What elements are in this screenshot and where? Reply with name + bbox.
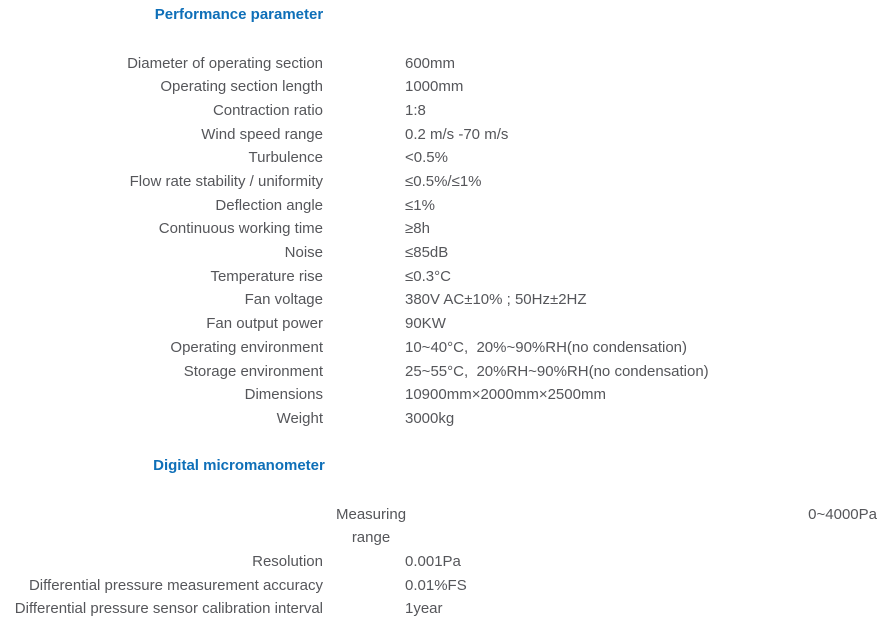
table-row (0, 574, 895, 598)
spec-label: Deflection angle (215, 196, 323, 214)
spec-value: 10~40°C, 20%~90%RH(no condensation) (405, 338, 688, 356)
spec-value: 600mm (405, 54, 456, 72)
spec-label: Diameter of operating section (127, 54, 323, 72)
table-row (0, 52, 895, 76)
spec-label: Flow rate stability / uniformity (129, 173, 323, 191)
spec-label: Storage environment (183, 362, 323, 380)
table-row (0, 336, 895, 360)
spec-value: <0.5% (405, 149, 448, 167)
spec-label: Weight (276, 409, 323, 427)
table-row (0, 194, 895, 218)
table-row (0, 170, 895, 194)
spec-value: 1year (405, 600, 443, 618)
section-title-performance-parameter: Performance parameter (154, 5, 324, 23)
spec-value: ≤0.5%/≤1% (405, 173, 482, 191)
spec-label: Continuous working time (158, 220, 323, 238)
table-row (0, 407, 895, 431)
spec-label: Dimensions (244, 386, 323, 404)
spec-value: 1:8 (405, 101, 426, 119)
spec-label: Differential pressure measurement accuracy (28, 576, 323, 594)
spec-label: Fan voltage (244, 291, 323, 309)
measuring-range-label: Measuring range (336, 505, 407, 547)
spec-value: 0.2 m/s -70 m/s (405, 125, 509, 143)
spec-value: 10900mm×2000mm×2500mm (405, 386, 606, 404)
table-row (0, 75, 895, 99)
spec-label: Noise (284, 244, 323, 262)
spec-value: ≤85dB (405, 244, 449, 262)
spec-value: ≤0.3°C (405, 267, 451, 285)
spec-value: ≥8h (405, 220, 430, 238)
digital-micromanometer-table (0, 550, 895, 621)
spec-label: Wind speed range (201, 125, 323, 143)
table-row (0, 123, 895, 147)
table-row (0, 550, 895, 574)
spec-label: Contraction ratio (212, 101, 323, 119)
spec-value: 25~55°C, 20%RH~90%RH(no condensation) (405, 362, 709, 380)
table-row (0, 146, 895, 170)
table-row (0, 265, 895, 289)
spec-label: Resolution (252, 553, 323, 571)
performance-parameter-table (0, 52, 895, 431)
section-title-digital-micromanometer: Digital micromanometer (153, 456, 325, 474)
table-row (0, 99, 895, 123)
table-row (0, 217, 895, 241)
spec-value: 0.01%FS (405, 576, 467, 594)
spec-label: Operating section length (160, 78, 323, 96)
measuring-range-row (0, 503, 895, 550)
measuring-range-value: 0~4000Pa (808, 505, 877, 523)
spec-label: Temperature rise (210, 267, 323, 285)
spec-value: 90KW (405, 315, 446, 333)
spec-label: Fan output power (206, 315, 323, 333)
spec-label: Turbulence (248, 149, 323, 167)
spec-value: 380V AC±10% ; 50Hz±2HZ (405, 291, 587, 309)
spec-value: ≤1% (405, 196, 435, 214)
spec-label: Differential pressure sensor calibration interval (14, 600, 323, 618)
spec-label: Operating environment (170, 338, 323, 356)
table-row (0, 383, 895, 407)
table-row (0, 360, 895, 384)
table-row (0, 312, 895, 336)
table-row (0, 288, 895, 312)
spec-value: 0.001Pa (405, 553, 461, 571)
spec-value: 1000mm (405, 78, 464, 96)
table-row (0, 241, 895, 265)
table-row (0, 597, 895, 621)
spec-value: 3000kg (405, 409, 455, 427)
